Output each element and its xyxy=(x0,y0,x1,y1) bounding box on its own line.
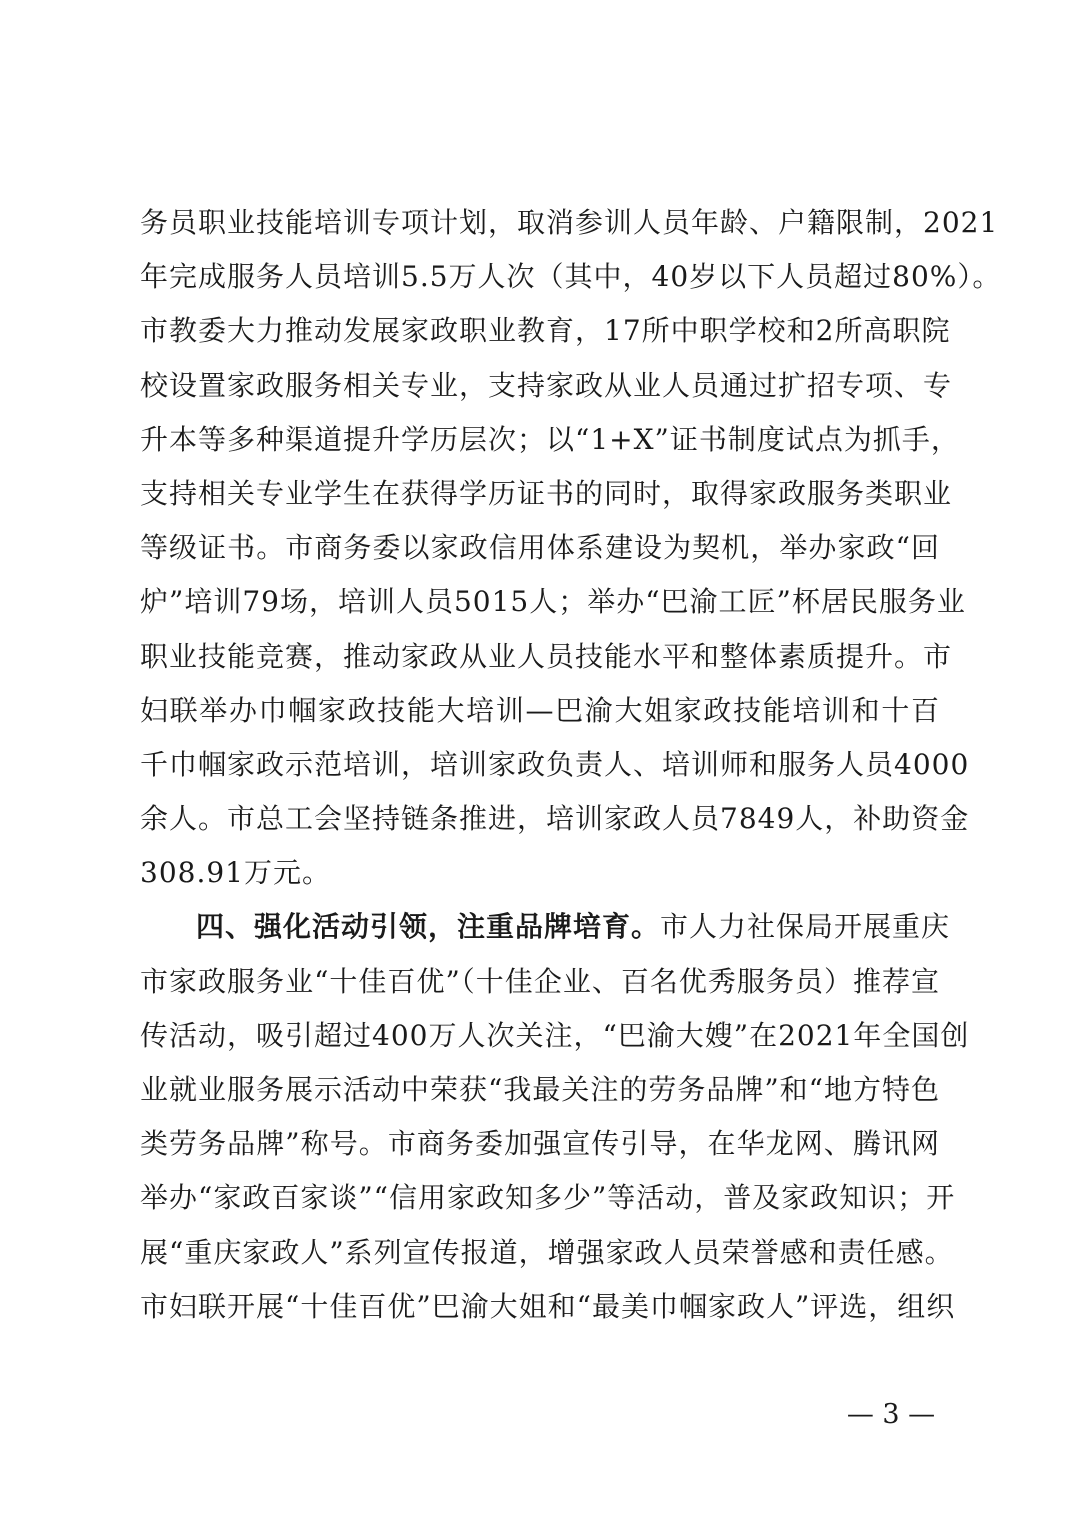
text-line: 类劳务品牌”称号。市商务委加强宣传引导，在华龙网、腾讯网 xyxy=(140,1127,940,1161)
section-heading: 四、强化活动引领，注重品牌培育。 xyxy=(196,910,661,944)
page-number: — 3 — xyxy=(846,1399,936,1430)
text-line: 职业技能竞赛，推动家政从业人员技能水平和整体素质提升。市 xyxy=(140,639,953,673)
text-line: 业就业服务展示活动中荣获“我最关注的劳务品牌”和“地方特色 xyxy=(140,1073,940,1106)
text-line: 年完成服务人员培训5.5万人次（其中，40岁以下人员超过80%）。 xyxy=(140,260,1002,294)
text-line: 千巾帼家政示范培训，培训家政负责人、培训师和服务人员4000 xyxy=(140,747,970,781)
text-line: 炉”培训79场，培训人员5015人；举办“巴渝工匠”杯居民服务业 xyxy=(140,585,966,619)
section-first-line-text: 市人力社保局开展重庆 xyxy=(660,910,951,944)
text-line: 市妇联开展“十佳百优”巴渝大姐和“最美巾帼家政人”评选，组织 xyxy=(140,1289,956,1323)
text-line: 展“重庆家政人”系列宣传报道，增强家政人员荣誉感和责任感。 xyxy=(140,1235,954,1269)
section-first-line xyxy=(140,900,951,954)
text-line: 校设置家政服务相关专业，支持家政从业人员通过扩招专项、专 xyxy=(140,368,953,402)
text-line: 支持相关专业学生在获得学历证书的同时，取得家政服务类职业 xyxy=(140,476,953,510)
body-text xyxy=(140,196,1002,1334)
text-line: 传活动，吸引超过400万人次关注，“巴渝大嫂”在2021年全国创 xyxy=(140,1018,970,1052)
text-line: 308.91万元。 xyxy=(140,856,331,890)
text-line: 余人。市总工会坚持链条推进，培训家政人员7849人，补助资金 xyxy=(140,802,970,836)
text-line: 举办“家政百家谈”“信用家政知多少”等活动，普及家政知识；开 xyxy=(140,1181,956,1215)
text-line: 市家政服务业“十佳百优”（十佳企业、百名优秀服务员）推荐宣 xyxy=(140,964,940,998)
text-line: 务员职业技能培训专项计划，取消参训人员年龄、户籍限制，2021 xyxy=(140,206,999,239)
text-line: 等级证书。市商务委以家政信用体系建设为契机，举办家政“回 xyxy=(140,531,940,565)
text-line: 市教委大力推动发展家政职业教育，17所中职学校和2所高职院 xyxy=(140,314,951,348)
text-line: 妇联举办巾帼家政技能大培训—巴渝大姐家政技能培训和十百 xyxy=(140,693,940,727)
text-line: 升本等多种渠道提升学历层次；以“1+X”证书制度试点为抓手， xyxy=(140,422,960,456)
